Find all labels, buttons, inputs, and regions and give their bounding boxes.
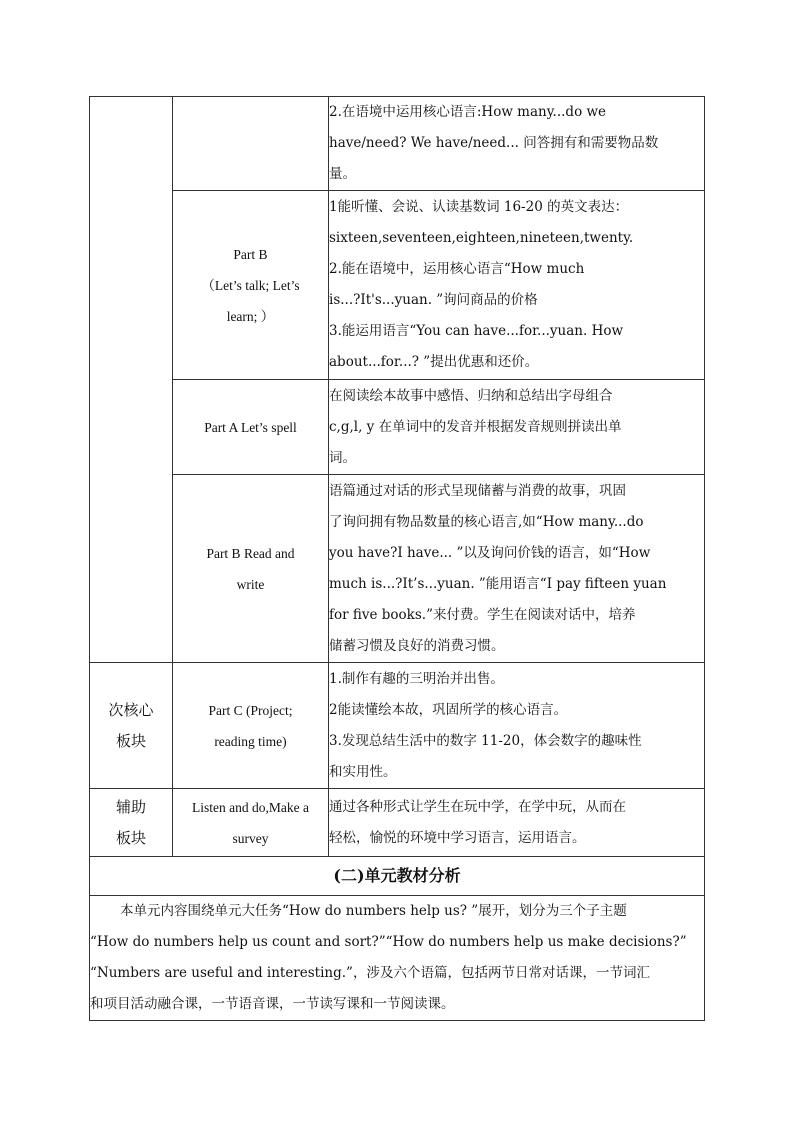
objective-cell (329, 475, 705, 663)
objective-line: sixteen,seventeen,eighteen,nineteen,twenty. (329, 230, 634, 246)
paragraph-line: 和项目活动融合课，一节语音课，一节读写课和一节阅读课。 (90, 996, 455, 1012)
section-title-row (90, 857, 705, 896)
section-paragraph (90, 896, 705, 1021)
category-label: 辅助 (115, 797, 146, 816)
objective-line: 2.能在语境中，运用核心语言“How much (329, 261, 585, 277)
part-cell (173, 789, 329, 857)
objective-line: 和实用性。 (329, 763, 397, 780)
table-row (90, 191, 705, 380)
paragraph-line: “How do numbers help us count and sort?”“How do numbers help us make decisions?” (90, 934, 687, 950)
objective-line: c,g,l, y 在单词中的发音并根据发音规则拼读出单 (329, 418, 622, 435)
table-row (90, 663, 705, 789)
paragraph-line: 本单元内容围绕单元大任务“How do numbers help us? ”展开，划分为三个子主题 (120, 903, 627, 919)
category-label: 板块 (115, 828, 146, 847)
part-label: Part A Let’s spell (204, 419, 297, 435)
category-cell (90, 97, 173, 663)
objective-line: 3.发现总结生活中的数字 11-20，体会数字的趣味性 (329, 732, 642, 749)
unit-content-table (89, 96, 705, 1021)
category-label: 次核心 (108, 700, 154, 719)
table-row (90, 380, 705, 475)
objective-line: 2.在语境中运用核心语言:How many...do we (329, 104, 607, 120)
section-title: (二)单元教材分析 (90, 857, 705, 896)
objective-line: is...?It's...yuan. ”询问商品的价格 (329, 292, 538, 308)
part-label: learn; ） (226, 308, 275, 324)
objective-line: 轻松，愉悦的环境中学习语言，运用语言。 (329, 829, 586, 846)
part-label: reading time) (214, 733, 287, 749)
part-cell (173, 475, 329, 663)
objective-line: 量。 (329, 166, 356, 182)
part-cell (173, 663, 329, 789)
objective-cell (329, 97, 705, 191)
category-cell (90, 663, 173, 789)
part-label: Part B (233, 246, 268, 262)
part-cell (173, 380, 329, 475)
part-cell (173, 97, 329, 191)
objective-line: 词。 (329, 449, 356, 466)
objective-cell (329, 380, 705, 475)
objective-line: 语篇通过对话的形式呈现储蓄与消费的故事，巩固 (329, 482, 626, 499)
part-label: survey (232, 830, 269, 846)
objective-line: 在阅读绘本故事中感悟、归纳和总结出字母组合 (329, 387, 613, 404)
part-label: Part B Read and (206, 545, 295, 561)
objective-line: for five books.”来付费。学生在阅读对话中，培养 (329, 606, 636, 623)
category-cell (90, 789, 173, 857)
objective-line: 1.制作有趣的三明治并出售。 (329, 670, 504, 687)
objective-line: you have?I have... ”以及询问价钱的语言，如“How (329, 544, 651, 561)
paragraph-line: “Numbers are useful and interesting.”，涉及六个语篇，包括两节日常对话课，一节词汇 (90, 965, 650, 981)
table-row (90, 789, 705, 857)
objective-cell (329, 789, 705, 857)
objective-cell (329, 191, 705, 380)
objective-line: about...for...? ”提出优惠和还价。 (329, 354, 539, 370)
part-cell (173, 191, 329, 380)
table-row (90, 475, 705, 663)
part-label: （Let’s talk; Let’s (201, 277, 300, 293)
category-label: 板块 (115, 731, 146, 750)
part-label: write (236, 576, 265, 592)
objective-line: 1能听懂、会说、认读基数词 16-20 的英文表达： (329, 199, 629, 215)
section-paragraph-row (90, 896, 705, 1021)
objective-line: 了询问拥有物品数量的核心语言,如“How many...do (329, 513, 644, 530)
objective-line: have/need? We have/need... 问答拥有和需要物品数 (329, 135, 659, 151)
objective-line: 储蓄习惯及良好的消费习惯。 (329, 637, 505, 654)
objective-line: 2能读懂绘本故，巩固所学的核心语言。 (329, 701, 568, 718)
part-label: Listen and do,Make a (192, 799, 309, 815)
objective-line: 通过各种形式让学生在玩中学，在学中玩，从而在 (329, 798, 626, 815)
table-row (90, 97, 705, 191)
objective-line: 3.能运用语言“You can have...for...yuan. How (329, 323, 624, 339)
part-label: Part C (Project; (208, 702, 293, 718)
objective-cell (329, 663, 705, 789)
objective-line: much is...?It’s...yuan. ”能用语言“I pay fifteen yuan (329, 575, 667, 592)
